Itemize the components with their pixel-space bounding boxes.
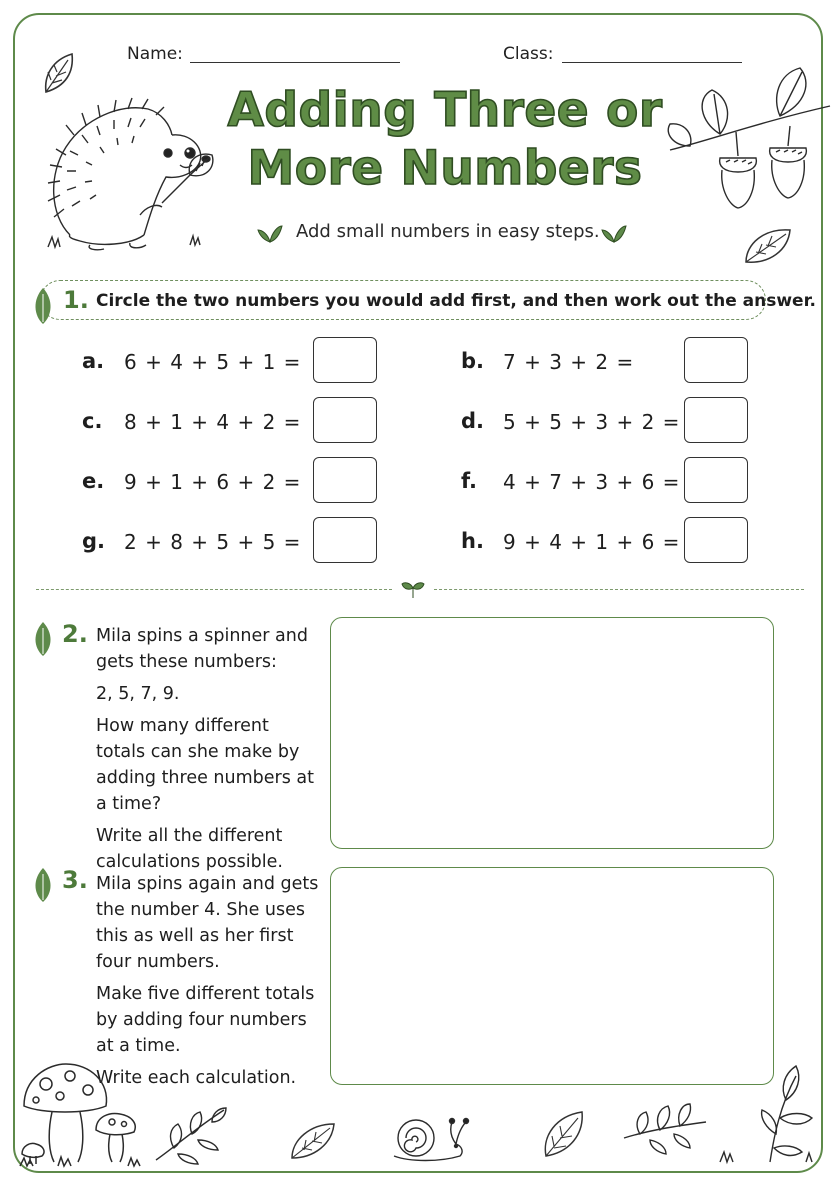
question-3-answer-area[interactable]	[330, 867, 774, 1085]
answer-box-c[interactable]	[313, 397, 377, 443]
leaf-icon	[32, 286, 54, 326]
name-field[interactable]	[190, 62, 400, 63]
question-2-text	[96, 623, 322, 881]
leaf-icon	[288, 1118, 338, 1162]
problem-b-expression: 7 + 3 + 2 =	[503, 350, 635, 374]
problem-e-expression: 9 + 1 + 6 + 2 =	[124, 470, 302, 494]
leaf-icon	[32, 620, 54, 658]
sprout-icon	[600, 220, 628, 244]
leaf-icon	[540, 1108, 588, 1160]
leaf-icon	[32, 866, 54, 904]
question-2-paragraph: How many different totals can she make by adding three numbers at a time?	[96, 716, 314, 814]
answer-box-e[interactable]	[313, 457, 377, 503]
problem-h-expression: 9 + 4 + 1 + 6 =	[503, 530, 681, 554]
hedgehog-illustration	[40, 95, 220, 255]
problem-g-expression: 2 + 8 + 5 + 5 =	[124, 530, 302, 554]
mushroom-illustration	[18, 1058, 148, 1168]
title-line-1: Adding Three or	[227, 83, 663, 138]
question-2-number: 2.	[62, 620, 88, 648]
fern-illustration	[150, 1102, 230, 1164]
answer-box-f[interactable]	[684, 457, 748, 503]
leaf-icon	[38, 50, 78, 96]
problem-a-expression: 6 + 4 + 5 + 1 =	[124, 350, 302, 374]
answer-box-g[interactable]	[313, 517, 377, 563]
fern-illustration	[620, 1056, 820, 1166]
page-title	[200, 82, 690, 198]
section-divider-right	[434, 589, 804, 590]
name-label: Name:	[127, 44, 183, 64]
question-3-paragraph: Mila spins again and gets the number 4. She uses this as well as her first four numbers.	[96, 874, 319, 972]
problem-f-expression: 4 + 7 + 3 + 6 =	[503, 470, 681, 494]
title-line-2: More Numbers	[247, 141, 643, 196]
problem-c-letter: c.	[82, 409, 103, 433]
question-2-paragraph: Write all the different calculations possible.	[96, 826, 283, 872]
problem-d-letter: d.	[461, 409, 485, 433]
question-1-instruction: Circle the two numbers you would add first, and then work out the answer.	[96, 291, 816, 311]
sprout-icon	[256, 220, 284, 244]
answer-box-a[interactable]	[313, 337, 377, 383]
problem-h-letter: h.	[461, 529, 484, 553]
question-3-number: 3.	[62, 866, 88, 894]
question-3-paragraph: Make five different totals by adding four numbers at a time.	[96, 984, 315, 1056]
question-2-paragraph: 2, 5, 7, 9.	[96, 684, 180, 704]
answer-box-h[interactable]	[684, 517, 748, 563]
snail-illustration	[390, 1116, 474, 1164]
acorn-branch-illustration	[660, 62, 835, 212]
answer-box-d[interactable]	[684, 397, 748, 443]
problem-a-letter: a.	[82, 349, 105, 373]
problem-c-expression: 8 + 1 + 4 + 2 =	[124, 410, 302, 434]
subtitle: Add small numbers in easy steps.	[296, 221, 600, 242]
leaf-icon	[742, 224, 794, 266]
sprout-icon	[400, 576, 426, 600]
section-divider-left	[36, 589, 392, 590]
question-2-answer-area[interactable]	[330, 617, 774, 849]
problem-g-letter: g.	[82, 529, 106, 553]
question-1-number: 1.	[63, 286, 89, 314]
class-label: Class:	[503, 44, 554, 64]
problem-f-letter: f.	[461, 469, 477, 493]
question-2-paragraph: Mila spins a spinner and gets these numbers:	[96, 626, 308, 672]
problem-e-letter: e.	[82, 469, 105, 493]
answer-box-b[interactable]	[684, 337, 748, 383]
problem-d-expression: 5 + 5 + 3 + 2 =	[503, 410, 681, 434]
question-3-paragraph: Write each calculation.	[96, 1068, 297, 1088]
problem-b-letter: b.	[461, 349, 485, 373]
